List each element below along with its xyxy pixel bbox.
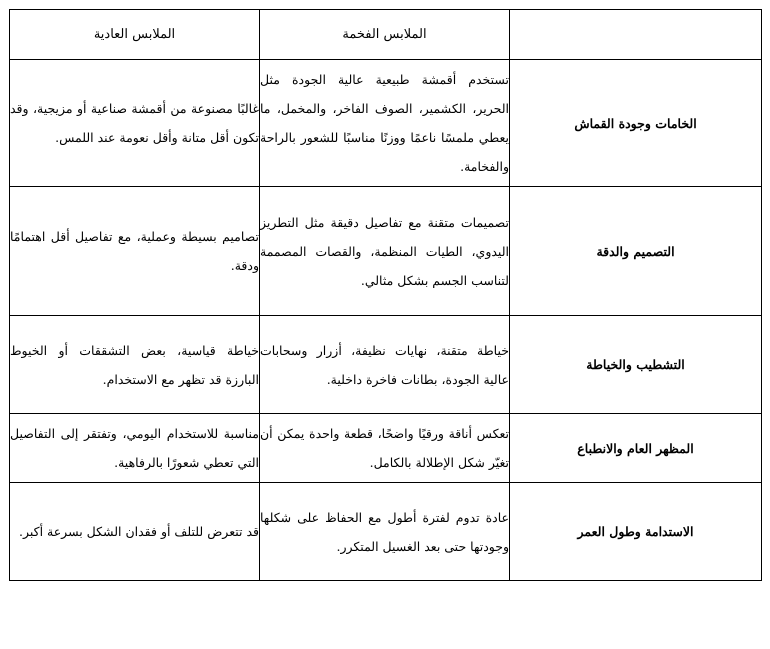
regular-cell: غالبًا مصنوعة من أقمشة صناعية أو مزيجية، وقد تكون أقل متانة وأقل نعومة عند اللمس.: [10, 60, 260, 187]
aspect-cell: التشطيب والخياطة: [510, 316, 762, 414]
aspect-cell: المظهر العام والانطباع: [510, 414, 762, 483]
table-row: [10, 60, 762, 187]
aspect-cell: التصميم والدقة: [510, 187, 762, 316]
header-regular: الملابس العادية: [10, 10, 260, 60]
header-luxury: الملابس الفخمة: [260, 10, 510, 60]
luxury-cell: عادة تدوم لفترة أطول مع الحفاظ على شكلها وجودتها حتى بعد الغسيل المتكرر.: [260, 483, 510, 581]
table-row: [10, 414, 762, 483]
regular-cell: قد تتعرض للتلف أو فقدان الشكل بسرعة أكبر.: [10, 483, 260, 581]
table-row: [10, 187, 762, 316]
table-row: [10, 316, 762, 414]
luxury-cell: خياطة متقنة، نهايات نظيفة، أزرار وسحابات عالية الجودة، بطانات فاخرة داخلية.: [260, 316, 510, 414]
luxury-cell: تستخدم أقمشة طبيعية عالية الجودة مثل الحرير، الكشمير، الصوف الفاخر، والمخمل، ما يعطي ملمسًا ناعمًا ووزنًا مناسبًا للشعور بالراحة والفخامة.: [260, 60, 510, 187]
regular-cell: خياطة قياسية، بعض التشققات أو الخيوط البارزة قد تظهر مع الاستخدام.: [10, 316, 260, 414]
aspect-cell: الاستدامة وطول العمر: [510, 483, 762, 581]
luxury-cell: تعكس أناقة ورقيًا واضحًا، قطعة واحدة يمكن أن تغيّر شكل الإطلالة بالكامل.: [260, 414, 510, 483]
aspect-cell: الخامات وجودة القماش: [510, 60, 762, 187]
regular-cell: تصاميم بسيطة وعملية، مع تفاصيل أقل اهتمامًا ودقة.: [10, 187, 260, 316]
regular-cell: مناسبة للاستخدام اليومي، وتفتقر إلى التفاصيل التي تعطي شعورًا بالرفاهية.: [10, 414, 260, 483]
header-row: [10, 10, 762, 60]
header-aspect: [510, 10, 762, 60]
table-row: [10, 483, 762, 581]
luxury-cell: تصميمات متقنة مع تفاصيل دقيقة مثل التطريز اليدوي، الطيات المنظمة، والقصات المصممة لتناسب الجسم بشكل مثالي.: [260, 187, 510, 316]
comparison-table: [9, 9, 762, 581]
